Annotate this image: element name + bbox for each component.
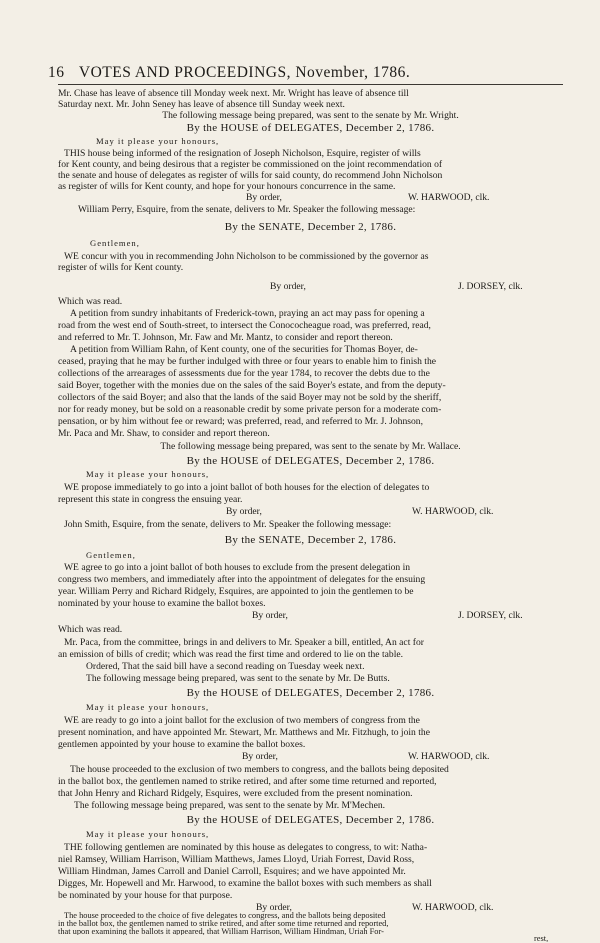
- text-line: ceased, praying that he may be further indulged with three or four years to enable him to finish the: [58, 356, 437, 367]
- text-line: The following message being prepared, was sent to the senate by Mr. M'Mechen.: [74, 800, 386, 811]
- text-line: Mr. Paca and Mr. Shaw, to consider and report thereon.: [58, 428, 270, 439]
- signoff-by-order: By order,: [246, 192, 282, 203]
- text-line: gentlemen appointed by your house to examine the ballot boxes.: [58, 739, 306, 750]
- text-line: year. William Perry and Richard Ridgely, Esquires, are appointed to join the gentlemen to be: [58, 586, 414, 597]
- signoff-clerk: W. HARWOOD, clk.: [408, 192, 490, 203]
- text-line: The house proceeded to the choice of five delegates to congress, and the ballots being deposited: [64, 912, 386, 920]
- message-heading: By the SENATE, December 2, 1786.: [224, 534, 397, 546]
- text-line: road from the west end of South-street, to intersect the Conococheague road, was preferred, read,: [58, 320, 431, 331]
- text-line: an emission of bills of credit; which was read the first time and ordered to lie on the table.: [58, 649, 404, 660]
- signoff-by-order: By order,: [270, 281, 306, 292]
- text-line: William Hindman, James Carroll and Daniel Carroll, Esquires; and we have appointed Mr.: [58, 866, 406, 877]
- salutation: May it please your honours,: [86, 702, 210, 712]
- page-number: 16: [48, 64, 65, 81]
- signoff-clerk: J. DORSEY, clk.: [458, 281, 523, 292]
- running-title: VOTES AND PROCEEDINGS, November, 1786.: [78, 64, 411, 81]
- signoff-by-order: By order,: [252, 610, 288, 621]
- text-line: A petition from William Rahn, of Kent county, one of the securities for Thomas Boyer, de-: [70, 344, 418, 355]
- text-line: rest,: [534, 935, 549, 942]
- text-line: nominated by your house to examine the ballot boxes.: [58, 598, 266, 609]
- message-heading: By the HOUSE of DELEGATES, December 2, 1786.: [186, 122, 435, 134]
- text-line: for Kent county, and being desirous that a register be commissioned on the joint recommendation of: [58, 159, 443, 170]
- text-line: present nomination, and have appointed Mr. Stewart, Mr. Matthews and Mr. Fitzhugh, to join the: [58, 727, 430, 738]
- text-line: in the ballot box, the gentlemen named to strike retired, and after some time returned and reported,: [58, 920, 389, 928]
- text-line: Which was read.: [58, 296, 123, 307]
- text-line: Digges, Mr. Hopewell and Mr. Harwood, to examine the ballot boxes with such members as shall: [58, 878, 432, 889]
- text-line: WE propose immediately to go into a joint ballot of both houses for the election of delegates to: [64, 482, 430, 493]
- text-line: Which was read.: [58, 624, 123, 635]
- text-line: collections of the arrearages of assessments due for the year 1784, to recover the debts due to the: [58, 368, 430, 379]
- text-line: as register of wills for Kent county, and hope for your honours concurrence in the same.: [58, 181, 396, 192]
- salutation: Gentlemen,: [90, 238, 140, 248]
- text-line: the senate and house of delegates as register of wills for said county, do recommend John Nicholson: [58, 170, 443, 181]
- salutation: May it please your honours,: [96, 136, 220, 146]
- text-line: The following message being prepared, was sent to the senate by Mr. Wallace.: [160, 441, 461, 452]
- text-line: nor for ready money, but be sold on a reasonable credit by some private person for a moderate com-: [58, 404, 442, 415]
- text-line: WE concur with you in recommending John Nicholson to be commissioned by the governor as: [64, 251, 429, 262]
- text-line: William Perry, Esquire, from the senate, delivers to Mr. Speaker the following message:: [78, 204, 416, 215]
- message-heading: By the HOUSE of DELEGATES, December 2, 1786.: [186, 455, 435, 467]
- text-line: WE agree to go into a joint ballot of both houses to exclude from the present delegation in: [64, 562, 411, 573]
- signoff-by-order: By order,: [256, 902, 292, 913]
- text-line: that upon examining the ballots it appeared, that William Harrison, William Hindman, Uriah For-: [58, 928, 384, 935]
- message-heading: By the HOUSE of DELEGATES, December 2, 1786.: [186, 687, 435, 699]
- text-line: that John Henry and Richard Ridgely, Esquires, were excluded from the present nomination.: [58, 788, 413, 799]
- text-line: John Smith, Esquire, from the senate, delivers to Mr. Speaker the following message:: [64, 519, 392, 530]
- text-line: register of wills for Kent county.: [58, 262, 184, 273]
- signoff-clerk: W. HARWOOD, clk.: [412, 506, 494, 517]
- order-line: Ordered, That the said bill have a second reading on Tuesday week next.: [86, 661, 365, 672]
- text-line: The house proceeded to the exclusion of two members to congress, and the ballots being deposited: [70, 764, 449, 775]
- text-line: WE are ready to go into a joint ballot for the exclusion of two members of congress from the: [64, 715, 420, 726]
- signoff-clerk: J. DORSEY, clk.: [458, 610, 523, 621]
- salutation: Gentlemen,: [86, 550, 136, 560]
- text-line: be nominated by your house for that purpose.: [58, 890, 233, 901]
- text-line: said Boyer, together with the monies due on the sales of the said Boyer's estate, and from the deputy-: [58, 380, 446, 391]
- text-line: and referred to Mr. T. Johnson, Mr. Faw and Mr. Mantz, to consider and report thereon.: [58, 332, 393, 343]
- text-line: THIS house being informed of the resignation of Joseph Nicholson, Esquire, register of wills: [64, 148, 421, 159]
- signoff-by-order: By order,: [242, 751, 278, 762]
- text-line: collectors of the said Boyer; and also that the lands of the said Boyer may not be sold by the sheriff,: [58, 392, 442, 403]
- signoff-clerk: W. HARWOOD, clk.: [412, 902, 494, 913]
- text-line: pensation, or by him without fee or reward; was preferred, read, and referred to Mr. J. Johnson,: [58, 416, 423, 427]
- text-line: Mr. Chase has leave of absence till Monday week next. Mr. Wright has leave of absence till: [58, 88, 409, 99]
- text-line: A petition from sundry inhabitants of Frederick-town, praying an act may pass for opening a: [70, 308, 425, 319]
- signoff-clerk: W. HARWOOD, clk.: [408, 751, 490, 762]
- text-line: represent this state in congress the ensuing year.: [58, 494, 243, 505]
- text-line: Saturday next. Mr. John Seney has leave of absence till Sunday week next.: [58, 99, 345, 110]
- running-header: [48, 64, 568, 82]
- salutation: May it please your honours,: [86, 469, 210, 479]
- text-line: Mr. Paca, from the committee, brings in and delivers to Mr. Speaker a bill, entitled, An act for: [64, 637, 424, 648]
- header-rule: [58, 84, 563, 85]
- message-heading: By the HOUSE of DELEGATES, December 2, 1786.: [186, 814, 435, 826]
- message-heading: By the SENATE, December 2, 1786.: [224, 221, 397, 233]
- signoff-by-order: By order,: [226, 506, 262, 517]
- text-line: in the ballot box, the gentlemen named to strike retired, and after some time returned and reported,: [58, 776, 437, 787]
- text-line: congress two members, and immediately after into the appointment of delegates for the ensuing: [58, 574, 426, 585]
- text-line: niel Ramsey, William Harrison, William Matthews, James Lloyd, Uriah Forrest, David Ross,: [58, 854, 415, 865]
- text-line: The following message being prepared, was sent to the senate by Mr. Wright.: [162, 110, 459, 121]
- text-line: The following message being prepared, was sent to the senate by Mr. De Butts.: [86, 673, 390, 684]
- salutation: May it please your honours,: [86, 829, 210, 839]
- text-line: THE following gentlemen are nominated by this house as delegates to congress, to wit: Natha-: [64, 842, 428, 853]
